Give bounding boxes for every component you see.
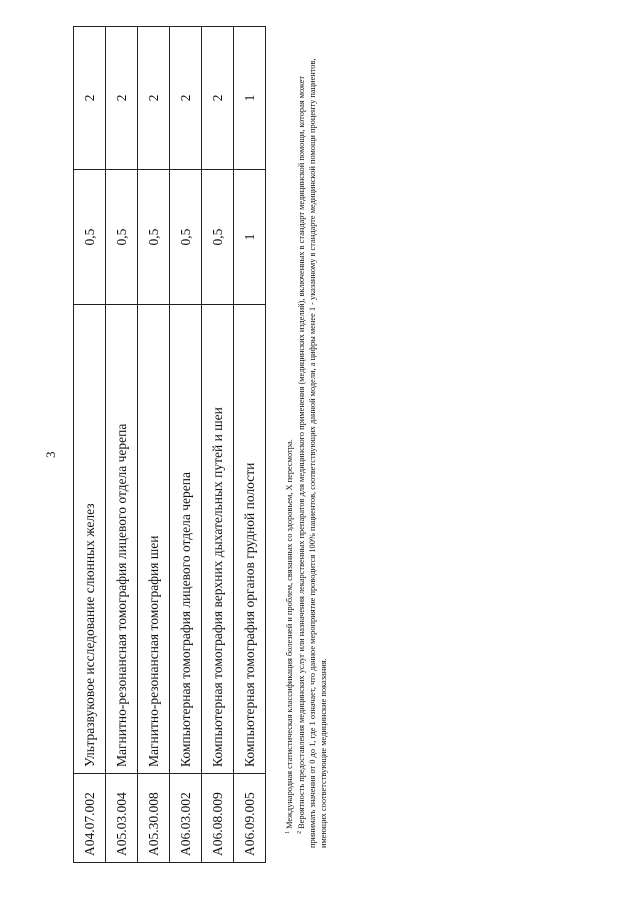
multiplicity-value: 2 <box>74 27 106 170</box>
table-row <box>74 27 106 863</box>
service-code: A04.07.002 <box>74 774 106 863</box>
footnote-2-text: Вероятность предоставления медицинских услуг или назначения лекарственных препаратов для медицинского применения (медицинских изделий), включенных в стандарт медицинской помощи, которая может принимать значения от 0 до 1, где 1 означает, что данное мероприятие проводится 100% пациентов, соответствующих данной модели, а цифры менее 1 - указанному в стандарте медицинской помощи проценту пациентов, имеющих соответствующие медицинские показания. <box>297 58 328 848</box>
footnote-1-marker: 1 <box>285 831 291 834</box>
service-code: A05.30.008 <box>138 774 170 863</box>
frequency-value: 0,5 <box>74 170 106 305</box>
multiplicity-value: 2 <box>170 27 202 170</box>
multiplicity-value: 2 <box>202 27 234 170</box>
service-name: Ультразвуковое исследование слюнных желез <box>74 305 106 774</box>
footnote-2 <box>295 53 329 848</box>
service-name: Магнитно-резонансная томография шеи <box>138 305 170 774</box>
service-name: Компьютерная томография органов грудной полости <box>234 305 266 774</box>
table-row <box>234 27 266 863</box>
frequency-value: 0,5 <box>202 170 234 305</box>
multiplicity-value: 1 <box>234 27 266 170</box>
footnote-1-text: Международная статистическая классификация болезней и проблем, связанных со здоровьем, X пересмотра. <box>285 439 294 829</box>
service-name: Компьютерная томография верхних дыхательных путей и шеи <box>202 305 234 774</box>
footnote-1 <box>283 53 295 848</box>
service-code: A06.09.005 <box>234 774 266 863</box>
frequency-value: 0,5 <box>138 170 170 305</box>
service-code: A05.03.004 <box>106 774 138 863</box>
service-code: A06.03.002 <box>170 774 202 863</box>
service-name: Компьютерная томография лицевого отдела черепа <box>170 305 202 774</box>
frequency-value: 1 <box>234 170 266 305</box>
table-row <box>202 27 234 863</box>
table-row <box>138 27 170 863</box>
frequency-value: 0,5 <box>170 170 202 305</box>
multiplicity-value: 2 <box>106 27 138 170</box>
service-code: A06.08.009 <box>202 774 234 863</box>
table-row <box>170 27 202 863</box>
frequency-value: 0,5 <box>106 170 138 305</box>
footnotes <box>283 53 329 848</box>
multiplicity-value: 2 <box>138 27 170 170</box>
table-row <box>106 27 138 863</box>
footnote-2-marker: 2 <box>297 831 303 834</box>
medical-services-table <box>73 26 266 863</box>
page-number: 3 <box>43 451 58 458</box>
service-name: Магнитно-резонансная томография лицевого отдела черепа <box>106 305 138 774</box>
